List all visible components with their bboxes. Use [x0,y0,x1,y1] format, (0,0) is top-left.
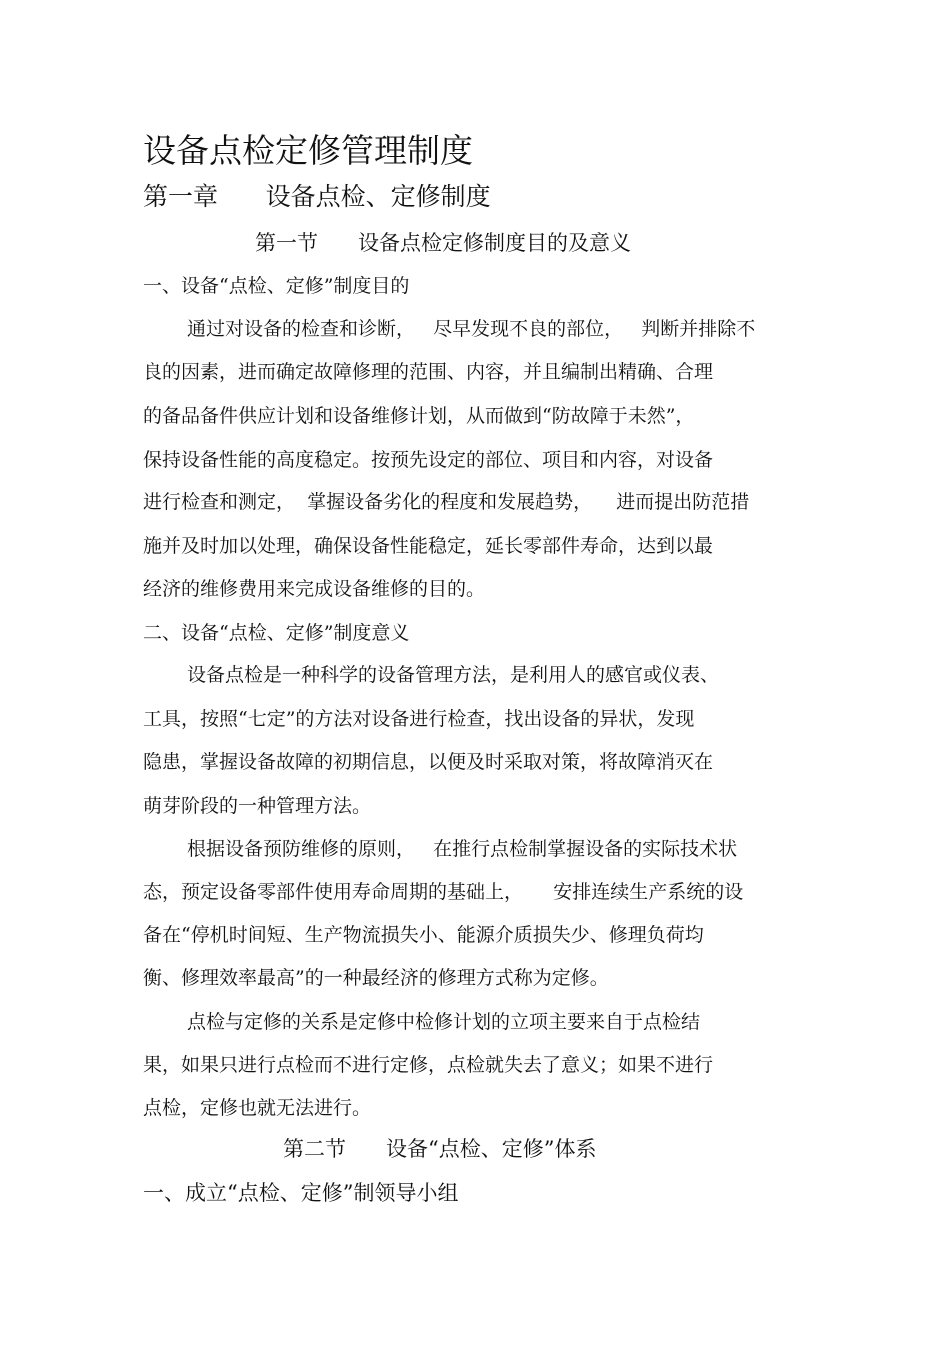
paragraph-line: 良的因素，进而确定故障修理的范围、内容，并且编制出精确、合理 [143,361,714,383]
paragraph-line: 根据设备预防维修的原则， 在推行点检制掌握设备的实际技术状 [187,838,738,860]
paragraph-line: 进行检查和测定， 掌握设备劣化的程度和发展趋势， 进而提出防范措 [143,491,750,513]
paragraph-line: 点检，定修也就无法进行。 [143,1097,372,1119]
paragraph-line: 设备点检是一种科学的设备管理方法，是利用人的感官或仪表、 [187,664,720,686]
subheading-purpose: 一、设备“点检、定修”制度目的 [143,275,410,297]
paragraph-line: 经济的维修费用来完成设备维修的目的。 [143,578,486,600]
section-heading-2: 第二节 设备“点检、定修”体系 [283,1137,597,1161]
paragraph-line: 通过对设备的检查和诊断， 尽早发现不良的部位， 判断并排除不 [187,318,756,340]
document-title: 设备点检定修管理制度 [143,131,473,170]
paragraph-line: 保持设备性能的高度稳定。按预先设定的部位、项目和内容，对设备 [143,449,714,471]
paragraph-line: 施并及时加以处理，确保设备性能稳定，延长零部件寿命，达到以最 [143,535,714,557]
paragraph-line: 果，如果只进行点检而不进行定修，点检就失去了意义；如果不进行 [143,1054,714,1076]
paragraph-line: 工具，按照“七定”的方法对设备进行检查，找出设备的异状，发现 [143,708,695,730]
subheading-meaning: 二、设备“点检、定修”制度意义 [143,622,410,644]
paragraph-line: 的备品备件供应计划和设备维修计划，从而做到“防故障于未然”， [143,405,695,427]
paragraph-line: 衡、修理效率最高”的一种最经济的修理方式称为定修。 [143,967,609,989]
subheading-leadership: 一、成立“点检、定修”制领导小组 [143,1181,459,1205]
paragraph-line: 萌芽阶段的一种管理方法。 [143,795,372,817]
paragraph-line: 态，预定设备零部件使用寿命周期的基础上， 安排连续生产系统的设 [143,881,744,903]
section-heading-1: 第一节 设备点检定修制度目的及意义 [255,231,632,255]
chapter-heading: 第一章 设备点检、定修制度 [143,182,491,211]
paragraph-line: 点检与定修的关系是定修中检修计划的立项主要来自于点检结 [187,1011,701,1033]
paragraph-line: 隐患，掌握设备故障的初期信息，以便及时采取对策，将故障消灭在 [143,751,714,773]
paragraph-line: 备在“停机时间短、生产物流损失小、能源介质损失少、修理负荷均 [143,924,704,946]
